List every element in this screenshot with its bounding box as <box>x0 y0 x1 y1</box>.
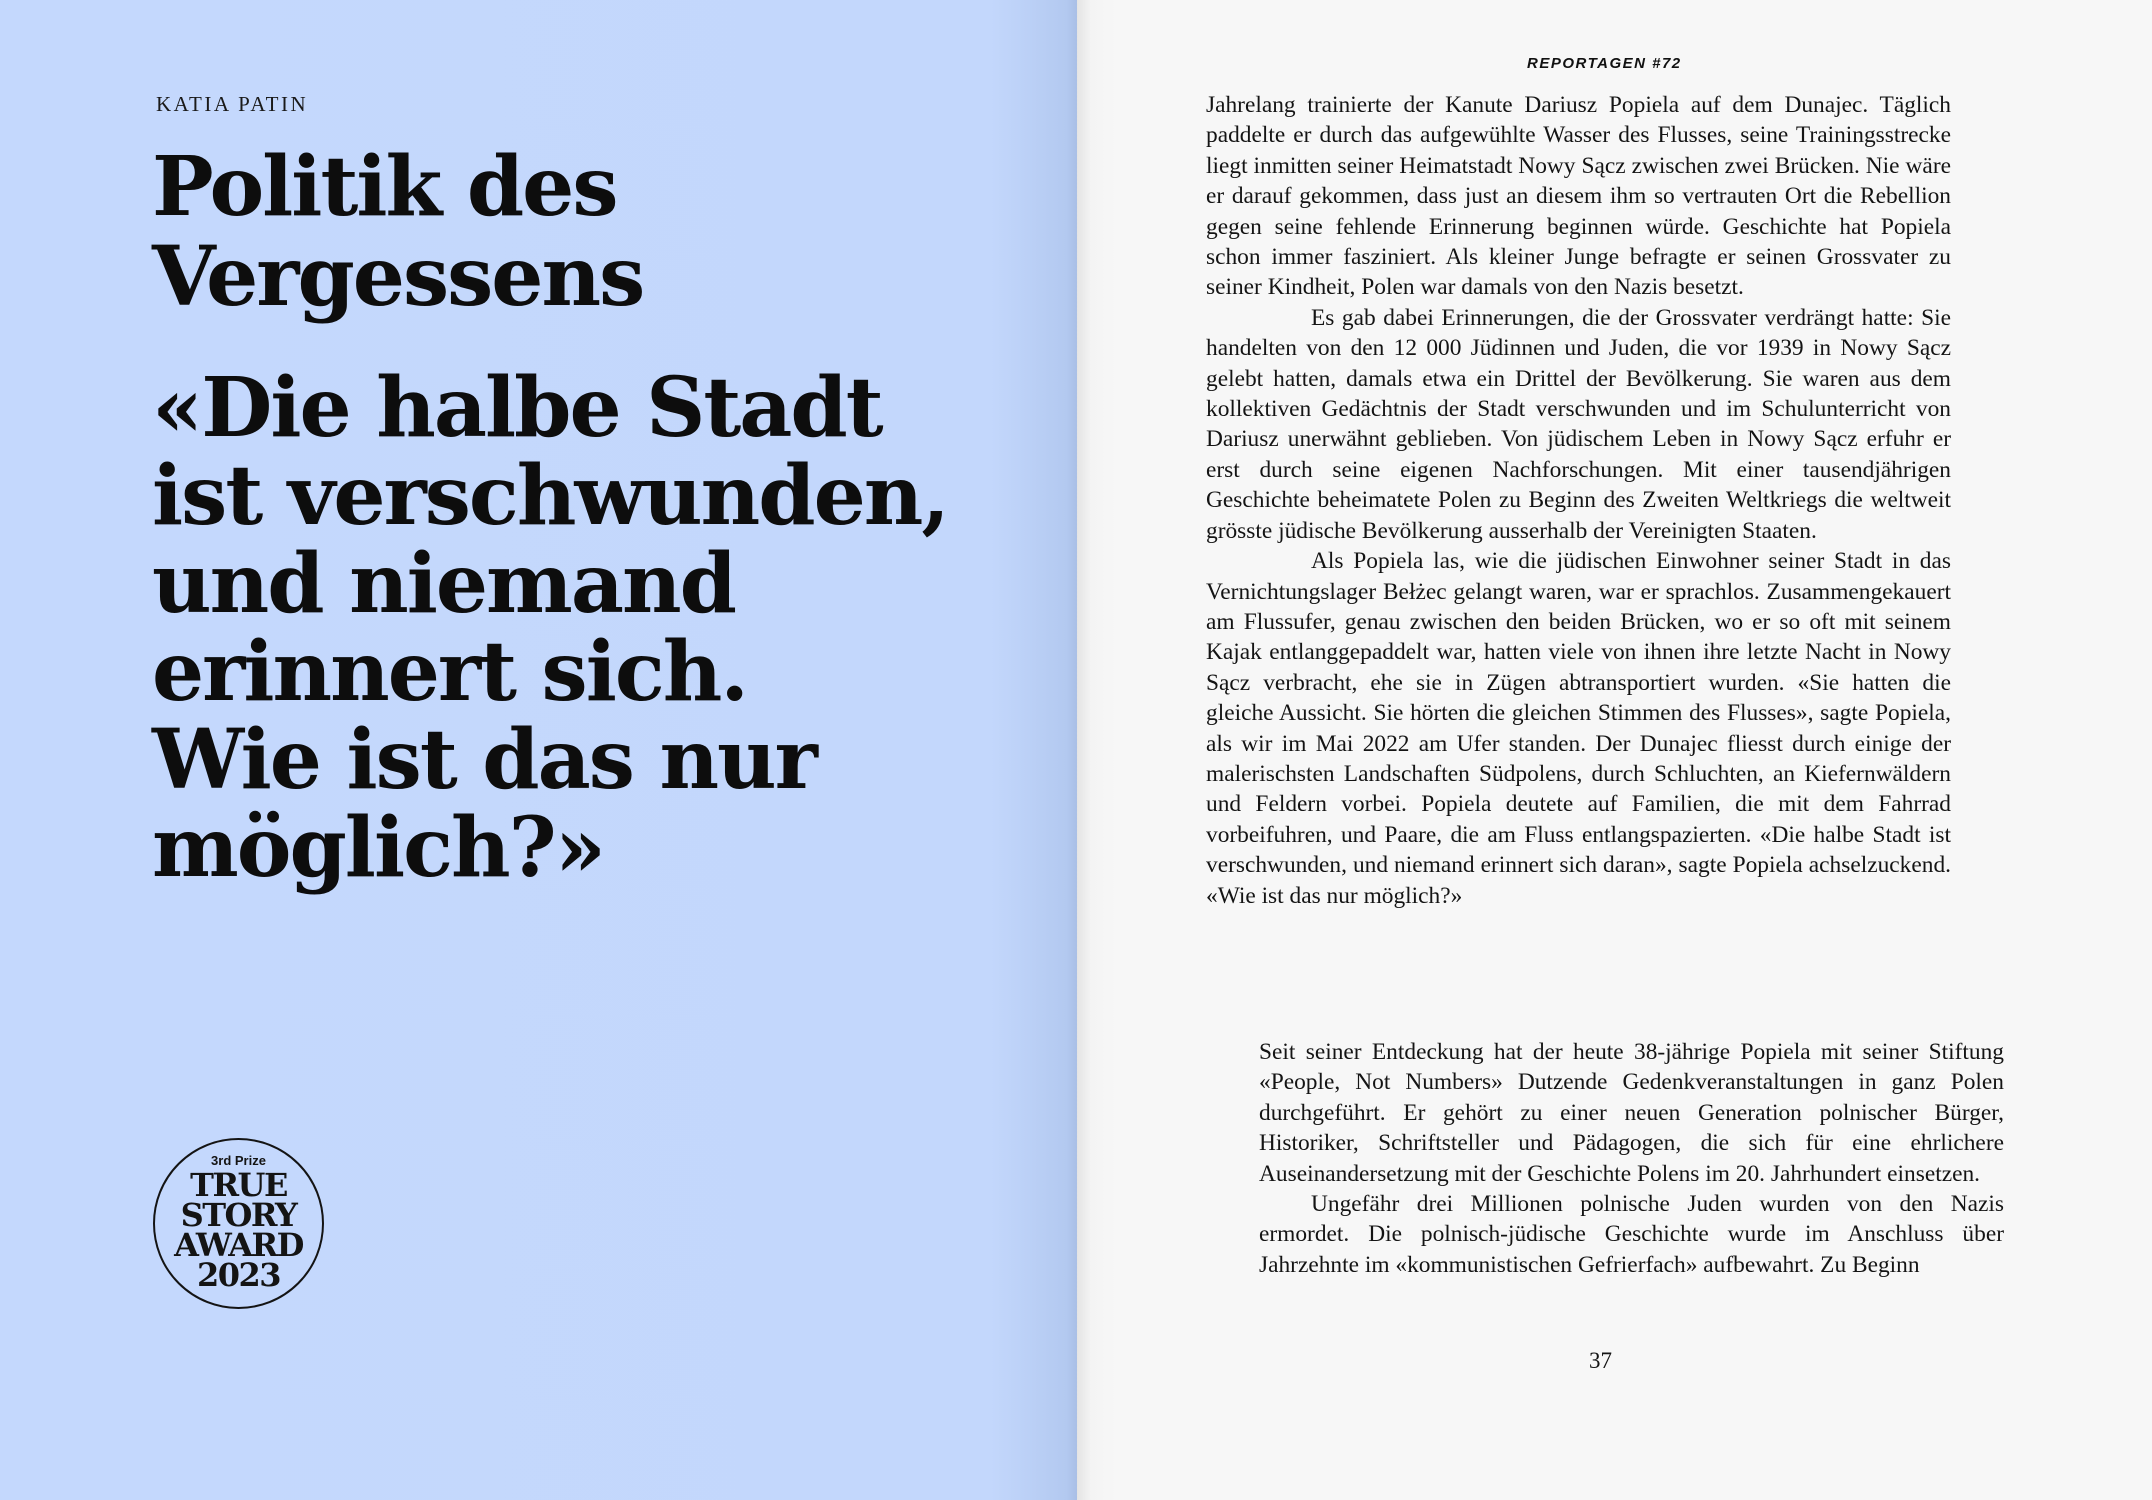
pull-quote <box>152 360 1012 896</box>
author-name: KATIA PATIN <box>156 92 309 116</box>
award-prize: 3rd Prize <box>211 1153 266 1168</box>
paragraph: Jahrelang trainierte der Kanute Dariusz Popiela auf dem Dunajec. Täglich paddelte er durch das aufgewühlte Wasser des Flusses, seine Trainingsstrecke liegt inmitten seiner Heimatstadt Nowy Sącz zwischen zwei Brücken. Nie wäre er darauf gekommen, dass just an diesem ihm so vertrauten Ort die Rebellion gegen seine fehlende Erinnerung beginnen würde. Geschichte hat Popiela schon immer fasziniert. Als kleiner Junge befragte er seinen Grossvater zu seiner Kindheit, Polen war damals von den Nazis besetzt. <box>1206 92 1951 301</box>
quote-line: Wie ist das nur <box>152 712 816 808</box>
body-text <box>1206 90 1951 911</box>
award-line-3: AWARD <box>174 1226 303 1264</box>
quote-line: ist verschwunden, <box>152 448 948 544</box>
title-line: Politik des <box>152 139 617 235</box>
paragraph: Ungefähr drei Millionen polnische Juden wurden von den Nazis ermordet. Die polnisch-jüdische Geschichte wurde im Anschluss über Jahrzehnte im «kommunistischen Gefrierfach» aufbewahrt. Zu Beginn <box>1259 1191 2004 1278</box>
quote-line: und niemand <box>152 536 735 632</box>
award-line-2: STORY <box>180 1196 297 1234</box>
quote-line: erinnert sich. <box>152 624 747 720</box>
award-line-1: TRUE <box>190 1166 287 1204</box>
paragraph: Es gab dabei Erinnerungen, die der Grossvater verdrängt hatte: Sie handelten von den 12 000 Jüdinnen und Juden, die vor 1939 in Nowy Sącz gelebt hatten, damals etwa ein Drittel der Bevölkerung. Sie waren aus dem kollektiven Gedächtnis der Stadt verschwunden und im Schulunterricht von Dariusz unerwähnt geblieben. Von jüdischem Leben in Nowy Sącz erfuhr er erst durch seine eigenen Nachforschungen. Mit einer tausendjährigen Geschichte beheimatete Polen zu Beginn des Zweiten Weltkriegs die weltweit grösste jüdische Bevölkerung ausserhalb der Vereinigten Staaten. <box>1206 304 1951 544</box>
right-page <box>1077 0 2152 1500</box>
award-year: 2023 <box>196 1256 281 1294</box>
award-badge <box>153 1138 324 1309</box>
paragraph: Als Popiela las, wie die jüdischen Einwohner seiner Stadt in das Vernichtungslager Bełżec gelangt waren, war er sprachlos. Zusammengekauert am Flussufer, genau zwischen den beiden Brücken, wo er so oft mit seinem Kajak entlanggepaddelt war, hatten viele von ihnen ihre letzte Nacht in Nowy Sącz verbracht, ehe sie in Zügen abtransportiert wurden. «Sie hatten die gleiche Aussicht. Sie hörten die gleichen Stimmen des Flusses», sagte Popiela, als wir im Mai 2022 am Ufer standen. Der Dunajec fliesst durch einige der malerischsten Landschaften Südpolens, durch Schluchten, an Kiefernwäldern und Feldern vorbei. Popiela deutete auf Familien, die mit dem Fahrrad vorbeifuhren, und Paare, die am Fluss entlangspazierten. «Die halbe Stadt ist verschwunden, und niemand erinnert sich daran», sagte Popiela achselzuckend. «Wie ist das nur möglich?» <box>1206 548 1951 909</box>
body-text-continued <box>1259 1037 2004 1280</box>
quote-line: «Die halbe Stadt <box>152 360 882 456</box>
quote-line: möglich?» <box>152 800 604 896</box>
title-line: Vergessens <box>152 229 644 325</box>
paragraph: Seit seiner Entdeckung hat der heute 38-jährige Popiela mit seiner Stiftung «People, Not Numbers» Dutzende Gedenkveranstaltungen in ganz Polen durchgeführt. Er gehört zu einer neuen Generation polnischer Bürger, Historiker, Schriftsteller und Pädagogen, die sich für eine ehrlichere Auseinandersetzung mit der Geschichte Polens im 20. Jahrhundert einsetzen. <box>1259 1039 2004 1187</box>
running-header: REPORTAGEN #72 <box>1527 55 1682 72</box>
article-title <box>152 139 952 325</box>
page-number: 37 <box>1589 1348 1612 1373</box>
